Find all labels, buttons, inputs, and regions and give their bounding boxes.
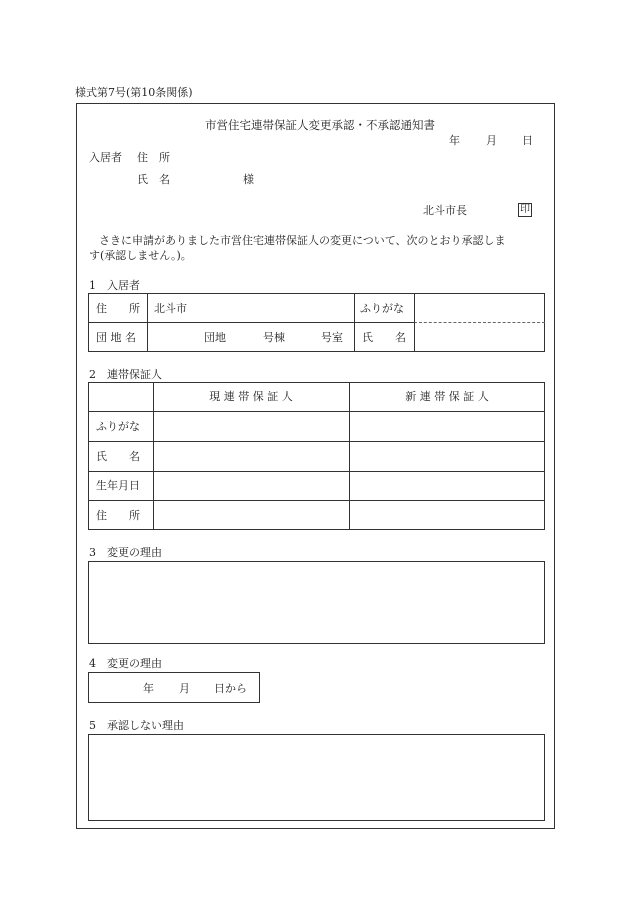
building-unit: 号棟 [263, 331, 285, 344]
date-day: 日 [522, 134, 533, 147]
resident-table-col-line-2 [354, 293, 355, 352]
issuer-label: 北斗市長 [423, 204, 467, 217]
resident-address-value: 北斗市 [154, 302, 187, 315]
resident-furigana-label: ふりがな [360, 302, 404, 315]
form-number: 様式第7号(第10条関係) [75, 86, 193, 99]
body-line-2: す(承認しません。)。 [89, 249, 192, 262]
resident-name-label: 氏 名 [362, 331, 406, 344]
resident-address-label: 住 所 [96, 302, 140, 315]
resident-label: 入居者 [89, 151, 122, 164]
guarantor-row-label: 生年月日 [96, 479, 140, 492]
guarantor-row-line-4 [88, 500, 545, 501]
current-guarantor-header: 現 連 帯 保 証 人 [209, 390, 293, 403]
room-unit: 号室 [321, 331, 343, 344]
section2-heading: 2 連帯保証人 [89, 368, 162, 381]
resident-table-row-line [88, 322, 414, 323]
guarantor-col-line-2 [349, 382, 350, 530]
resident-table-col-line-3 [414, 293, 415, 352]
change-date-year: 年 [143, 682, 154, 695]
danchi-name-label: 団 地 名 [96, 331, 136, 344]
body-line-1: さきに申請がありました市営住宅連帯保証人の変更について、次のとおり承認しま [99, 234, 506, 247]
guarantor-row-label: 氏 名 [96, 450, 140, 463]
section5-heading: 5 承認しない理由 [89, 719, 184, 732]
guarantor-row-line-1 [88, 411, 545, 412]
guarantor-row-line-3 [88, 471, 545, 472]
form-title: 市営住宅連帯保証人変更承認・不承認通知書 [205, 118, 435, 132]
date-year: 年 [449, 134, 460, 147]
guarantor-row-label: 住 所 [96, 509, 140, 522]
section3-heading: 3 変更の理由 [89, 546, 162, 559]
guarantor-row-label: ふりがな [96, 420, 140, 433]
resident-table-col-line-1 [147, 293, 148, 352]
seal-stamp: 印 [520, 204, 530, 215]
date-month: 月 [486, 134, 497, 147]
guarantor-table [88, 382, 545, 530]
danchi-unit: 団地 [204, 331, 226, 344]
new-guarantor-header: 新 連 帯 保 証 人 [405, 390, 489, 403]
change-reason-box [88, 561, 545, 644]
honorific: 様 [243, 173, 254, 186]
recipient-name-label: 氏 名 [137, 173, 170, 186]
guarantor-row-line-2 [88, 441, 545, 442]
recipient-address-label: 住 所 [137, 151, 170, 164]
guarantor-col-line-1 [153, 382, 154, 530]
section1-heading: 1 入居者 [89, 279, 140, 292]
furigana-dashed-line [414, 322, 545, 323]
change-date-month: 月 [179, 682, 190, 695]
disapproval-reason-box [88, 734, 545, 821]
section4-heading: 4 変更の理由 [89, 657, 162, 670]
change-date-day-from: 日から [214, 682, 247, 695]
